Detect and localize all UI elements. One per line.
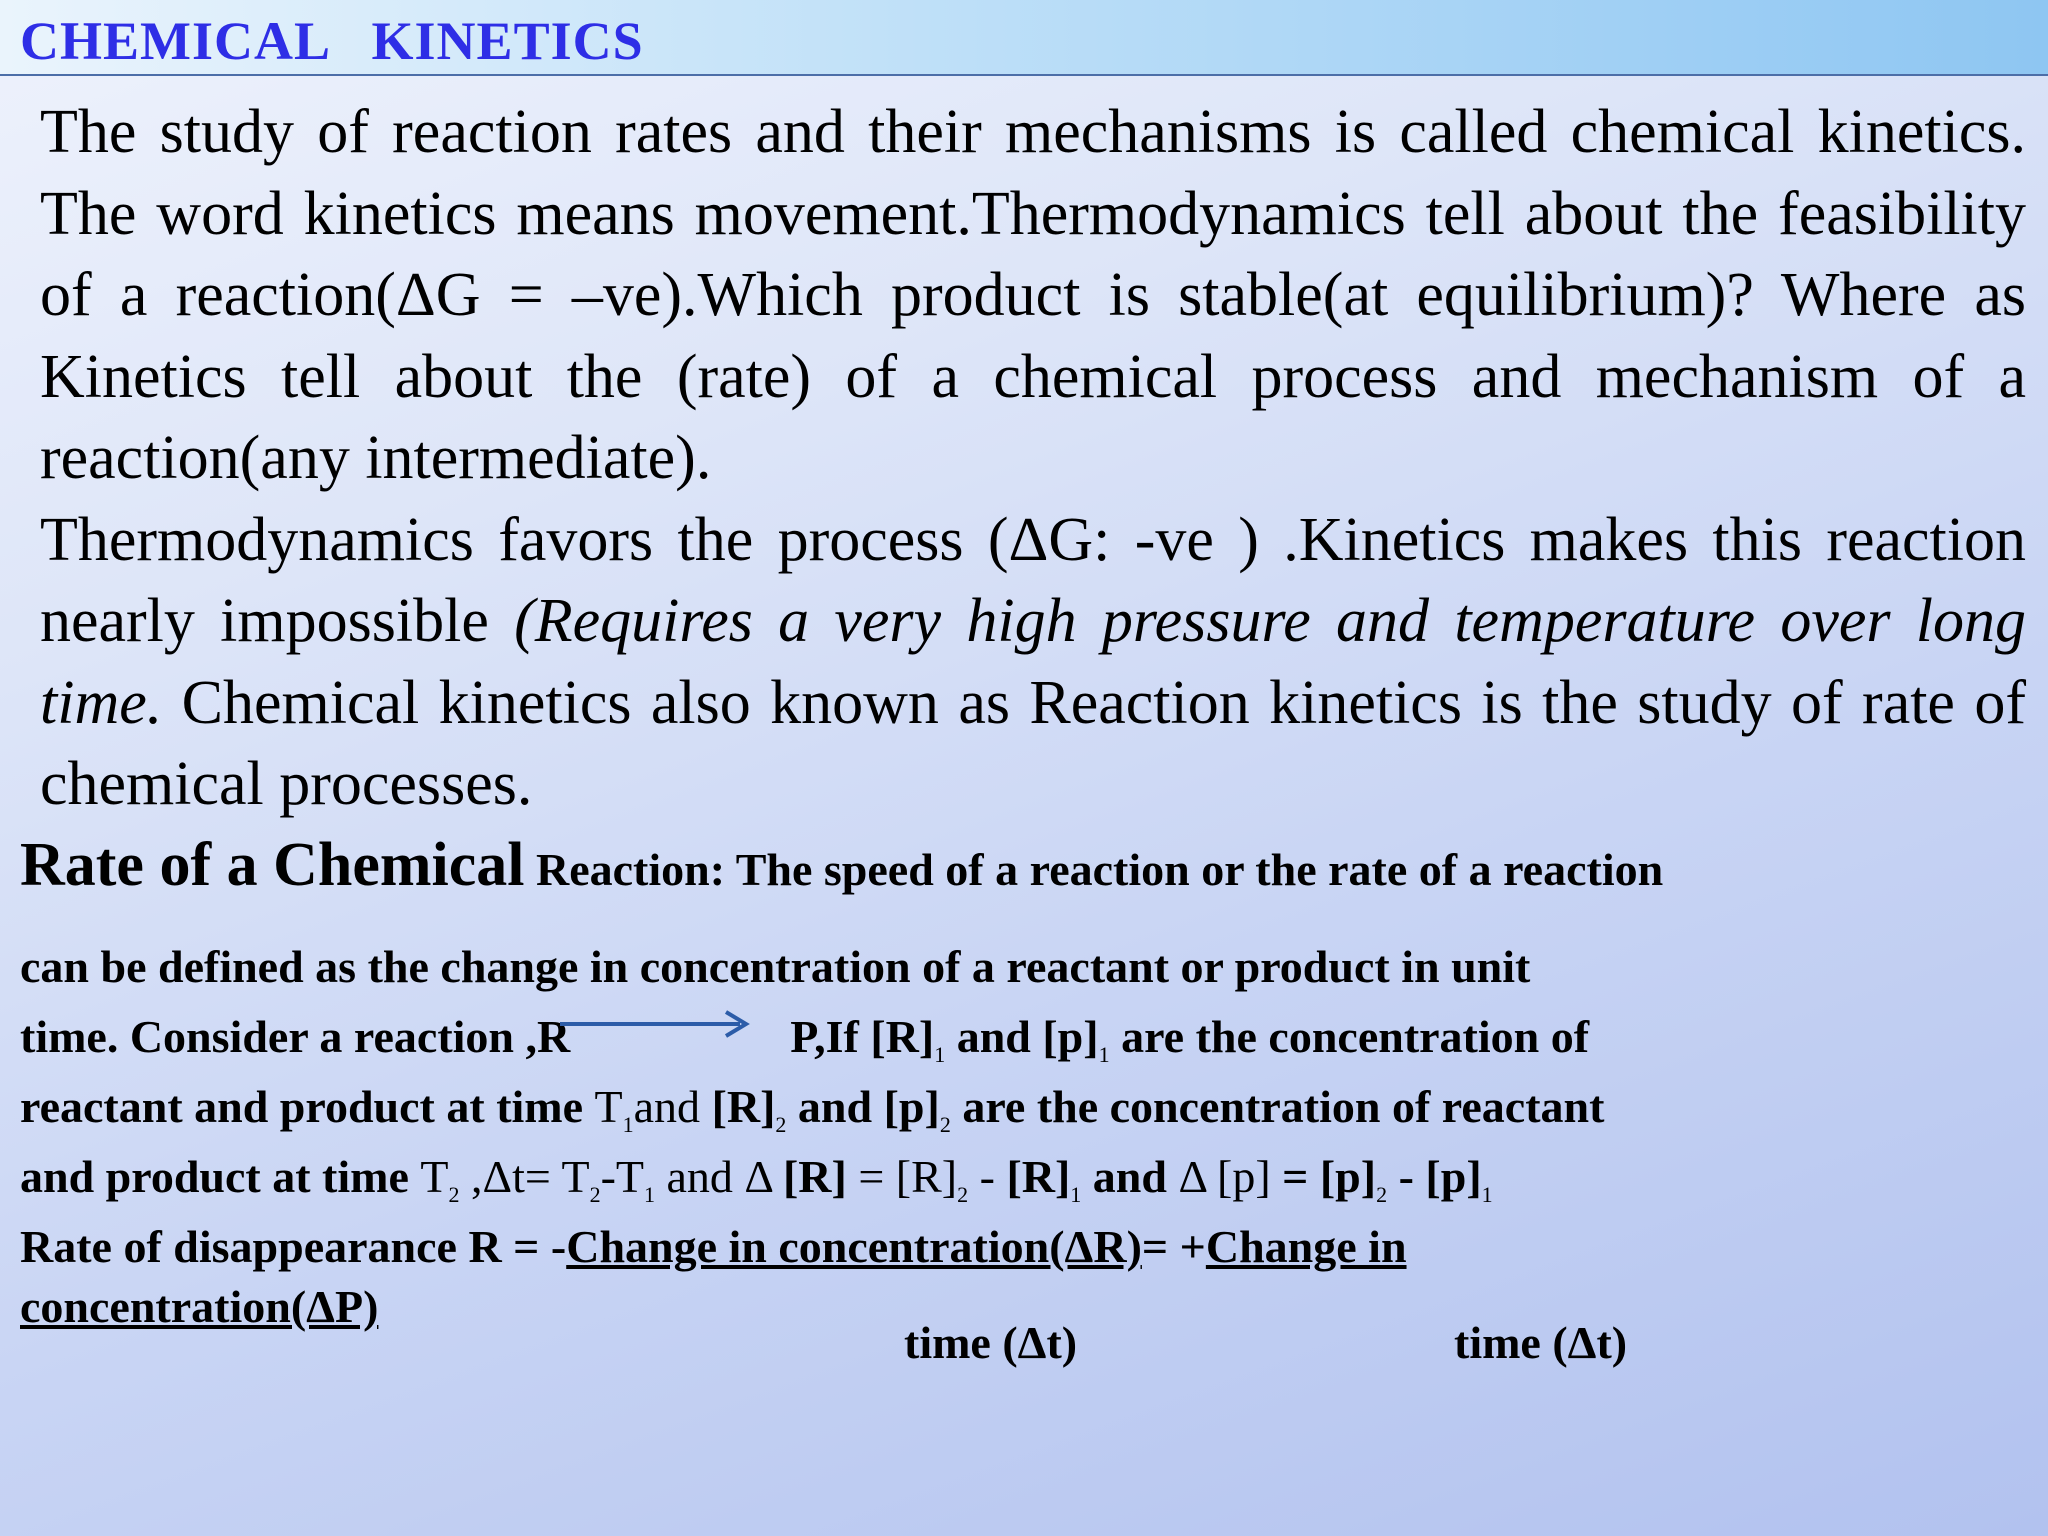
intro-p2-end: Chemical kinetics also known as Reaction kinetics is the study of rate of chemical processes.: [40, 668, 2026, 818]
rate-line-4: [20, 1081, 1605, 1137]
delta-R: [R]: [782, 1151, 847, 1202]
rate-line-5: [20, 1151, 1493, 1207]
minus: -: [968, 1151, 1007, 1202]
subscript-2: 2: [448, 1182, 460, 1207]
subscript-2: 2: [957, 1182, 969, 1207]
rate-line-3-b: P,If [R]: [790, 1011, 935, 1062]
subscript-1: 1: [1098, 1042, 1110, 1067]
rate-line-7: [20, 1281, 379, 1332]
intro-p2-italic: (Requires a very high pressure and temperature over long time.: [40, 587, 2026, 737]
rate-line-2: can be defined as the change in concentration of a reactant or product in unit: [20, 941, 1531, 992]
subscript-2: 2: [1376, 1182, 1388, 1207]
equals-plus: = +: [1141, 1221, 1206, 1272]
minus-T1: -T: [600, 1151, 644, 1202]
and-2: and: [1081, 1151, 1179, 1202]
subscript-2: 2: [775, 1112, 787, 1137]
R2: [R]: [895, 1151, 958, 1202]
subscript-1: 1: [644, 1182, 655, 1207]
time-label-1: time (Δt): [904, 1317, 1078, 1368]
rate-line-4-R: [R]: [711, 1081, 776, 1132]
intro-paragraph-1: The study of reaction rates and their mechanisms is called chemical kinetics. The word kinetics means movement.Thermodynamics tell about the feasibility of a reaction(ΔG = –ve).Which product is stable(at equilibrium)? Where as Kinetics tell about the (rate) of a chemical process and mechanism of a reaction(any intermediate).: [40, 98, 2026, 492]
concentration-P: concentration(ΔP): [20, 1281, 379, 1332]
delta-p: Δ [p]: [1178, 1151, 1271, 1202]
rate-line-3-c: and [p]: [945, 1011, 1099, 1062]
rate-line-4-rest: are the concentration of reactant: [950, 1081, 1605, 1132]
change-in: Change in: [1205, 1221, 1407, 1272]
rate-line-3-d: are the concentration of: [1109, 1011, 1590, 1062]
change-in-concentration-R: Change in concentration(ΔR): [566, 1221, 1142, 1272]
rate-line-1: [20, 831, 1664, 899]
time-label-2: time (Δt): [1454, 1317, 1628, 1368]
minus-p1: - [p]: [1387, 1151, 1482, 1202]
slide-title: CHEMICAL KINETICS: [20, 11, 644, 71]
rate-line-4-a: reactant and product at time: [20, 1081, 595, 1132]
intro-p2-start: Thermodynamics favors the process (ΔG: -ve ) .Kinetics makes this reaction nearly impossible: [40, 505, 2026, 655]
rate-line-1-rest: Reaction: The speed of a reaction or the rate of a reaction: [524, 844, 1664, 895]
intro-paragraph-2: [40, 500, 2026, 826]
subscript-1: 1: [1481, 1182, 1493, 1207]
rate-line-5-a: and product at time: [20, 1151, 421, 1202]
rate-line-4-and: and: [633, 1081, 712, 1132]
rate-of-disappearance: Rate of disappearance R = -: [20, 1221, 567, 1272]
and-delta: and Δ: [655, 1151, 783, 1202]
time-T1: T: [594, 1081, 623, 1132]
equals-p2: = [p]: [1270, 1151, 1377, 1202]
subscript-2: 2: [939, 1112, 951, 1137]
rate-line-3-a: time. Consider a reaction ,R: [20, 1011, 571, 1062]
rate-line-3: [20, 1011, 1590, 1067]
subscript-1: 1: [1070, 1182, 1082, 1207]
comma: ,: [459, 1151, 483, 1202]
rate-line-4-p: and [p]: [786, 1081, 940, 1132]
rate-heading: Rate of a Chemical: [20, 831, 525, 899]
rate-line-6: [20, 1221, 1407, 1272]
subscript-1: 1: [622, 1112, 634, 1137]
intro-text: [40, 92, 2026, 826]
R1: [R]: [1006, 1151, 1071, 1202]
subscript-1: 1: [934, 1042, 946, 1067]
title-bar: [0, 0, 2048, 76]
time-T2: T: [420, 1151, 449, 1202]
equals: =: [846, 1151, 896, 1202]
subscript-2: 2: [589, 1182, 601, 1207]
delta-t: Δt= T: [482, 1151, 590, 1202]
reaction-arrow-icon: [560, 1004, 756, 1044]
